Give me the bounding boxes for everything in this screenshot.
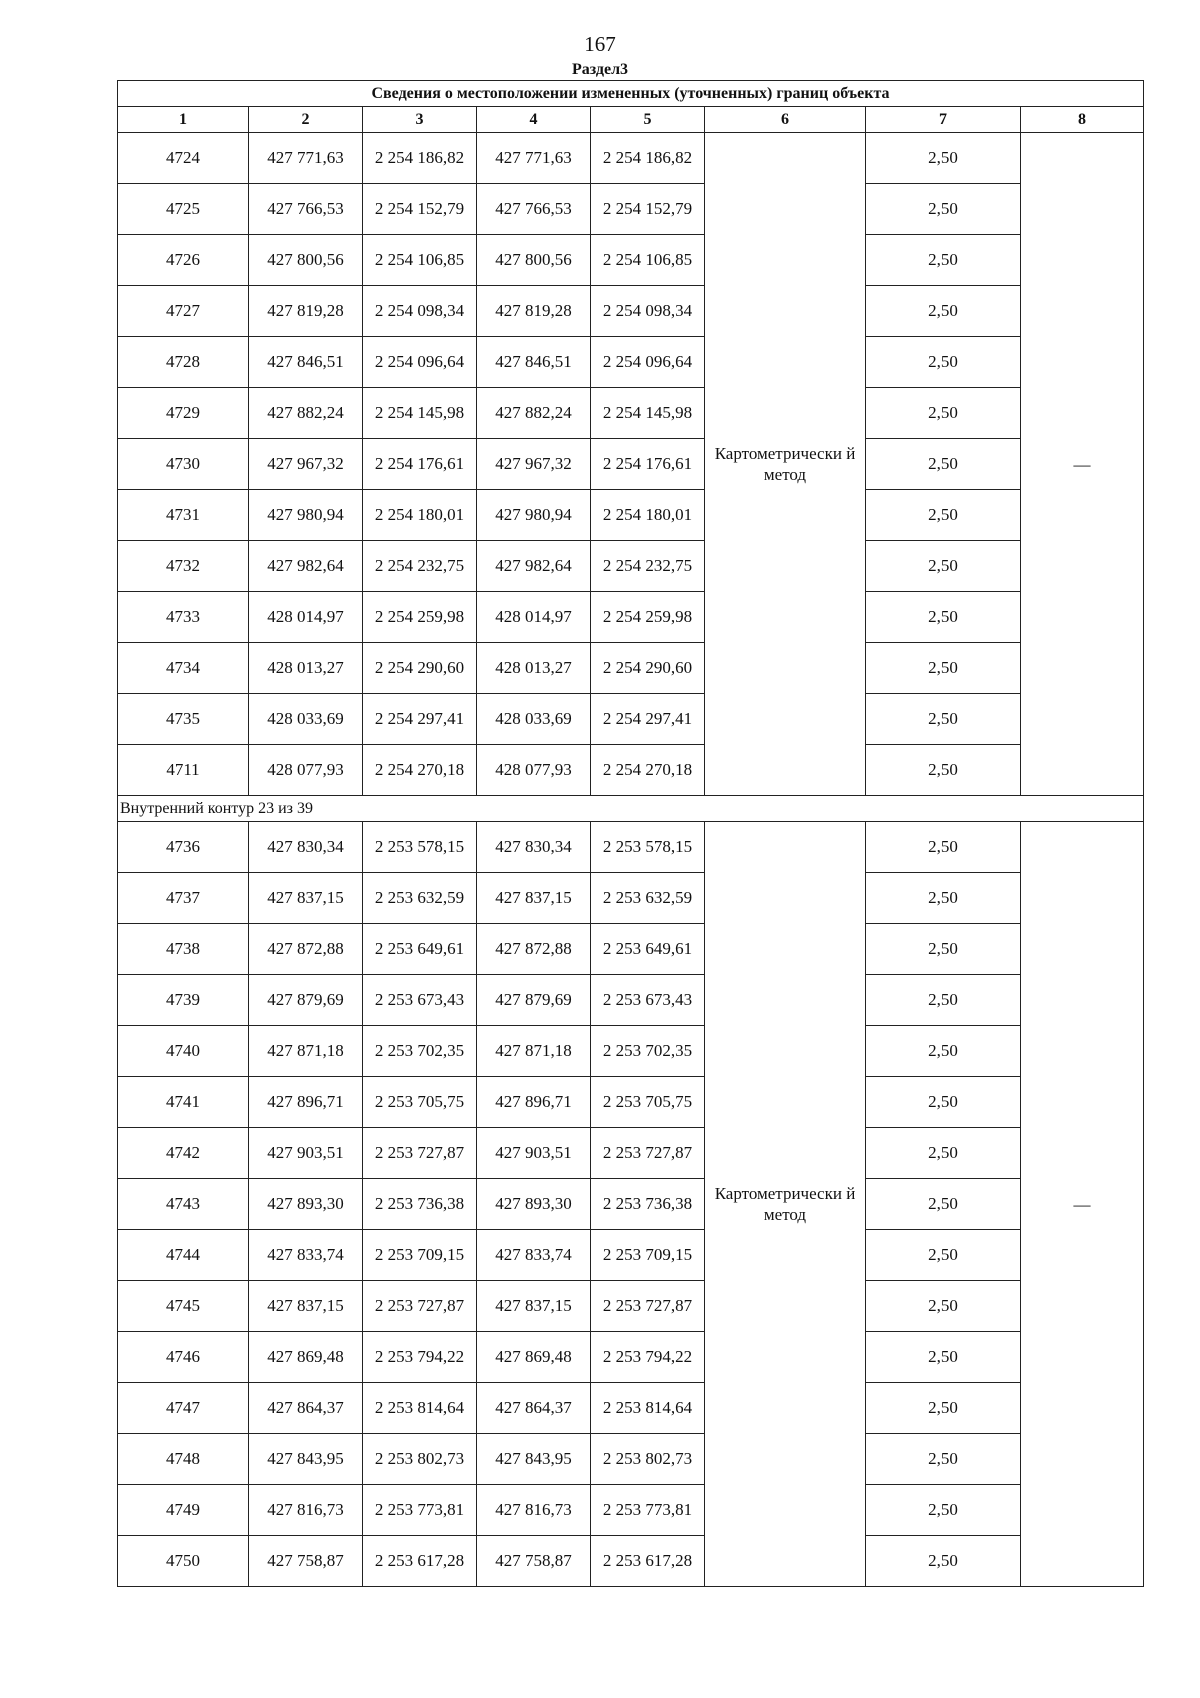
- y-existing-cell: 2 254 180,01: [363, 490, 477, 541]
- y-existing-cell: 2 254 297,41: [363, 694, 477, 745]
- precision-cell: 2,50: [866, 745, 1021, 796]
- table-row: [118, 1077, 1144, 1128]
- x-existing-cell: 427 833,74: [249, 1230, 363, 1281]
- y-new-cell: 2 254 186,82: [591, 133, 705, 184]
- description-cell: —: [1021, 133, 1144, 796]
- point-number-cell: 4730: [118, 439, 249, 490]
- column-header-4: 4: [477, 107, 591, 133]
- column-header-1: 1: [118, 107, 249, 133]
- y-existing-cell: 2 254 098,34: [363, 286, 477, 337]
- x-new-cell: 427 893,30: [477, 1179, 591, 1230]
- y-new-cell: 2 254 176,61: [591, 439, 705, 490]
- x-new-cell: 428 013,27: [477, 643, 591, 694]
- x-existing-cell: 428 014,97: [249, 592, 363, 643]
- point-number-cell: 4747: [118, 1383, 249, 1434]
- x-existing-cell: 427 766,53: [249, 184, 363, 235]
- table-row: [118, 1485, 1144, 1536]
- x-new-cell: 427 837,15: [477, 873, 591, 924]
- x-existing-cell: 427 843,95: [249, 1434, 363, 1485]
- table-row: [118, 592, 1144, 643]
- x-existing-cell: 427 837,15: [249, 1281, 363, 1332]
- table-row: [118, 1383, 1144, 1434]
- x-new-cell: 427 869,48: [477, 1332, 591, 1383]
- y-existing-cell: 2 254 259,98: [363, 592, 477, 643]
- point-number-cell: 4743: [118, 1179, 249, 1230]
- x-new-cell: 427 871,18: [477, 1026, 591, 1077]
- y-new-cell: 2 253 794,22: [591, 1332, 705, 1383]
- precision-cell: 2,50: [866, 822, 1021, 873]
- table-row: [118, 822, 1144, 873]
- y-existing-cell: 2 254 290,60: [363, 643, 477, 694]
- point-number-cell: 4725: [118, 184, 249, 235]
- y-existing-cell: 2 253 727,87: [363, 1128, 477, 1179]
- y-new-cell: 2 254 180,01: [591, 490, 705, 541]
- y-existing-cell: 2 253 705,75: [363, 1077, 477, 1128]
- table-row: [118, 490, 1144, 541]
- y-new-cell: 2 253 727,87: [591, 1128, 705, 1179]
- x-existing-cell: 427 830,34: [249, 822, 363, 873]
- x-existing-cell: 427 816,73: [249, 1485, 363, 1536]
- point-number-cell: 4726: [118, 235, 249, 286]
- table-row: [118, 745, 1144, 796]
- point-number-cell: 4733: [118, 592, 249, 643]
- column-header-6: 6: [705, 107, 866, 133]
- x-existing-cell: 427 819,28: [249, 286, 363, 337]
- table-row: [118, 975, 1144, 1026]
- precision-cell: 2,50: [866, 1383, 1021, 1434]
- x-new-cell: 427 843,95: [477, 1434, 591, 1485]
- precision-cell: 2,50: [866, 1128, 1021, 1179]
- precision-cell: 2,50: [866, 1332, 1021, 1383]
- point-number-cell: 4727: [118, 286, 249, 337]
- column-header-8: 8: [1021, 107, 1144, 133]
- point-number-cell: 4748: [118, 1434, 249, 1485]
- table-row: [118, 133, 1144, 184]
- table-row: [118, 541, 1144, 592]
- x-existing-cell: 427 864,37: [249, 1383, 363, 1434]
- precision-cell: 2,50: [866, 694, 1021, 745]
- precision-cell: 2,50: [866, 1077, 1021, 1128]
- table-row: [118, 924, 1144, 975]
- y-new-cell: 2 253 673,43: [591, 975, 705, 1026]
- x-existing-cell: 427 893,30: [249, 1179, 363, 1230]
- point-number-cell: 4741: [118, 1077, 249, 1128]
- x-new-cell: 427 879,69: [477, 975, 591, 1026]
- y-existing-cell: 2 253 814,64: [363, 1383, 477, 1434]
- point-number-cell: 4711: [118, 745, 249, 796]
- x-new-cell: 427 833,74: [477, 1230, 591, 1281]
- x-existing-cell: 427 879,69: [249, 975, 363, 1026]
- y-new-cell: 2 253 617,28: [591, 1536, 705, 1587]
- y-new-cell: 2 254 096,64: [591, 337, 705, 388]
- precision-cell: 2,50: [866, 592, 1021, 643]
- table-row: [118, 1281, 1144, 1332]
- x-existing-cell: 427 869,48: [249, 1332, 363, 1383]
- x-new-cell: 427 982,64: [477, 541, 591, 592]
- point-number-cell: 4742: [118, 1128, 249, 1179]
- x-new-cell: 427 846,51: [477, 337, 591, 388]
- table-row: [118, 1536, 1144, 1587]
- table-row: [118, 184, 1144, 235]
- precision-cell: 2,50: [866, 1485, 1021, 1536]
- boundary-coordinates-table: [117, 80, 1144, 1587]
- point-number-cell: 4736: [118, 822, 249, 873]
- column-header-2: 2: [249, 107, 363, 133]
- table-row: [118, 1332, 1144, 1383]
- x-new-cell: 427 882,24: [477, 388, 591, 439]
- y-existing-cell: 2 254 096,64: [363, 337, 477, 388]
- precision-cell: 2,50: [866, 184, 1021, 235]
- x-new-cell: 427 800,56: [477, 235, 591, 286]
- x-existing-cell: 427 882,24: [249, 388, 363, 439]
- y-existing-cell: 2 253 649,61: [363, 924, 477, 975]
- y-new-cell: 2 253 649,61: [591, 924, 705, 975]
- y-existing-cell: 2 253 794,22: [363, 1332, 477, 1383]
- table-row: [118, 337, 1144, 388]
- y-existing-cell: 2 254 145,98: [363, 388, 477, 439]
- x-existing-cell: 428 077,93: [249, 745, 363, 796]
- x-existing-cell: 427 980,94: [249, 490, 363, 541]
- x-new-cell: 427 903,51: [477, 1128, 591, 1179]
- section-title: Раздел3: [571, 61, 629, 78]
- table-row: [118, 694, 1144, 745]
- table-row: [118, 286, 1144, 337]
- y-new-cell: 2 253 578,15: [591, 822, 705, 873]
- precision-cell: 2,50: [866, 1434, 1021, 1485]
- y-new-cell: 2 253 802,73: [591, 1434, 705, 1485]
- x-existing-cell: 427 837,15: [249, 873, 363, 924]
- x-new-cell: 427 896,71: [477, 1077, 591, 1128]
- precision-cell: 2,50: [866, 388, 1021, 439]
- table-row: [118, 1434, 1144, 1485]
- y-new-cell: 2 254 270,18: [591, 745, 705, 796]
- precision-cell: 2,50: [866, 235, 1021, 286]
- table-row: [118, 388, 1144, 439]
- precision-cell: 2,50: [866, 1230, 1021, 1281]
- table-row: [118, 1128, 1144, 1179]
- y-new-cell: 2 253 773,81: [591, 1485, 705, 1536]
- y-new-cell: 2 253 727,87: [591, 1281, 705, 1332]
- point-number-cell: 4749: [118, 1485, 249, 1536]
- table-row: [118, 1230, 1144, 1281]
- point-number-cell: 4731: [118, 490, 249, 541]
- x-existing-cell: 427 896,71: [249, 1077, 363, 1128]
- precision-cell: 2,50: [866, 133, 1021, 184]
- y-existing-cell: 2 254 232,75: [363, 541, 477, 592]
- x-new-cell: 427 771,63: [477, 133, 591, 184]
- x-new-cell: 427 872,88: [477, 924, 591, 975]
- table-caption: Сведения о местоположении измененных (уточненных) границ объекта: [118, 81, 1144, 107]
- point-number-cell: 4724: [118, 133, 249, 184]
- point-number-cell: 4740: [118, 1026, 249, 1077]
- y-existing-cell: 2 253 673,43: [363, 975, 477, 1026]
- x-existing-cell: 427 967,32: [249, 439, 363, 490]
- y-existing-cell: 2 253 617,28: [363, 1536, 477, 1587]
- x-existing-cell: 428 013,27: [249, 643, 363, 694]
- y-new-cell: 2 254 290,60: [591, 643, 705, 694]
- precision-cell: 2,50: [866, 1536, 1021, 1587]
- contour-label-row: [118, 796, 1144, 822]
- y-existing-cell: 2 253 802,73: [363, 1434, 477, 1485]
- y-new-cell: 2 254 297,41: [591, 694, 705, 745]
- y-new-cell: 2 253 705,75: [591, 1077, 705, 1128]
- point-number-cell: 4739: [118, 975, 249, 1026]
- precision-cell: 2,50: [866, 337, 1021, 388]
- y-existing-cell: 2 253 736,38: [363, 1179, 477, 1230]
- y-new-cell: 2 253 814,64: [591, 1383, 705, 1434]
- method-cell: Картометрически й метод: [705, 133, 866, 796]
- x-new-cell: 427 967,32: [477, 439, 591, 490]
- precision-cell: 2,50: [866, 643, 1021, 694]
- y-new-cell: 2 254 145,98: [591, 388, 705, 439]
- precision-cell: 2,50: [866, 439, 1021, 490]
- x-new-cell: 427 819,28: [477, 286, 591, 337]
- x-new-cell: 427 766,53: [477, 184, 591, 235]
- y-existing-cell: 2 254 106,85: [363, 235, 477, 286]
- x-new-cell: 427 758,87: [477, 1536, 591, 1587]
- table-row: [118, 1026, 1144, 1077]
- x-existing-cell: 427 872,88: [249, 924, 363, 975]
- y-existing-cell: 2 253 773,81: [363, 1485, 477, 1536]
- point-number-cell: 4738: [118, 924, 249, 975]
- x-existing-cell: 427 800,56: [249, 235, 363, 286]
- x-new-cell: 427 830,34: [477, 822, 591, 873]
- table-row: [118, 1179, 1144, 1230]
- table-row: [118, 235, 1144, 286]
- column-header-row: [118, 107, 1144, 133]
- precision-cell: 2,50: [866, 541, 1021, 592]
- y-existing-cell: 2 254 152,79: [363, 184, 477, 235]
- column-header-7: 7: [866, 107, 1021, 133]
- x-existing-cell: 427 871,18: [249, 1026, 363, 1077]
- y-existing-cell: 2 253 709,15: [363, 1230, 477, 1281]
- precision-cell: 2,50: [866, 286, 1021, 337]
- y-new-cell: 2 254 152,79: [591, 184, 705, 235]
- precision-cell: 2,50: [866, 1026, 1021, 1077]
- point-number-cell: 4745: [118, 1281, 249, 1332]
- point-number-cell: 4746: [118, 1332, 249, 1383]
- y-existing-cell: 2 253 578,15: [363, 822, 477, 873]
- point-number-cell: 4728: [118, 337, 249, 388]
- point-number-cell: 4729: [118, 388, 249, 439]
- y-existing-cell: 2 254 186,82: [363, 133, 477, 184]
- point-number-cell: 4750: [118, 1536, 249, 1587]
- table-row: [118, 439, 1144, 490]
- method-cell: Картометрически й метод: [705, 822, 866, 1587]
- precision-cell: 2,50: [866, 924, 1021, 975]
- x-new-cell: 427 816,73: [477, 1485, 591, 1536]
- y-new-cell: 2 254 259,98: [591, 592, 705, 643]
- column-header-5: 5: [591, 107, 705, 133]
- y-existing-cell: 2 254 270,18: [363, 745, 477, 796]
- contour-label: Внутренний контур 23 из 39: [118, 796, 1144, 822]
- x-existing-cell: 427 758,87: [249, 1536, 363, 1587]
- point-number-cell: 4734: [118, 643, 249, 694]
- x-new-cell: 428 077,93: [477, 745, 591, 796]
- y-new-cell: 2 254 106,85: [591, 235, 705, 286]
- precision-cell: 2,50: [866, 975, 1021, 1026]
- y-new-cell: 2 253 632,59: [591, 873, 705, 924]
- y-new-cell: 2 253 709,15: [591, 1230, 705, 1281]
- x-new-cell: 428 033,69: [477, 694, 591, 745]
- x-existing-cell: 427 903,51: [249, 1128, 363, 1179]
- x-existing-cell: 427 846,51: [249, 337, 363, 388]
- column-header-3: 3: [363, 107, 477, 133]
- x-new-cell: 428 014,97: [477, 592, 591, 643]
- point-number-cell: 4737: [118, 873, 249, 924]
- precision-cell: 2,50: [866, 490, 1021, 541]
- x-existing-cell: 427 771,63: [249, 133, 363, 184]
- x-new-cell: 427 864,37: [477, 1383, 591, 1434]
- precision-cell: 2,50: [866, 873, 1021, 924]
- description-cell: —: [1021, 822, 1144, 1587]
- y-existing-cell: 2 254 176,61: [363, 439, 477, 490]
- y-new-cell: 2 254 232,75: [591, 541, 705, 592]
- table-row: [118, 873, 1144, 924]
- point-number-cell: 4735: [118, 694, 249, 745]
- y-new-cell: 2 253 702,35: [591, 1026, 705, 1077]
- y-new-cell: 2 254 098,34: [591, 286, 705, 337]
- x-existing-cell: 428 033,69: [249, 694, 363, 745]
- precision-cell: 2,50: [866, 1281, 1021, 1332]
- point-number-cell: 4744: [118, 1230, 249, 1281]
- x-existing-cell: 427 982,64: [249, 541, 363, 592]
- precision-cell: 2,50: [866, 1179, 1021, 1230]
- page-number: 167: [584, 32, 616, 56]
- table-row: [118, 643, 1144, 694]
- y-existing-cell: 2 253 727,87: [363, 1281, 477, 1332]
- x-new-cell: 427 837,15: [477, 1281, 591, 1332]
- y-existing-cell: 2 253 702,35: [363, 1026, 477, 1077]
- x-new-cell: 427 980,94: [477, 490, 591, 541]
- y-existing-cell: 2 253 632,59: [363, 873, 477, 924]
- point-number-cell: 4732: [118, 541, 249, 592]
- y-new-cell: 2 253 736,38: [591, 1179, 705, 1230]
